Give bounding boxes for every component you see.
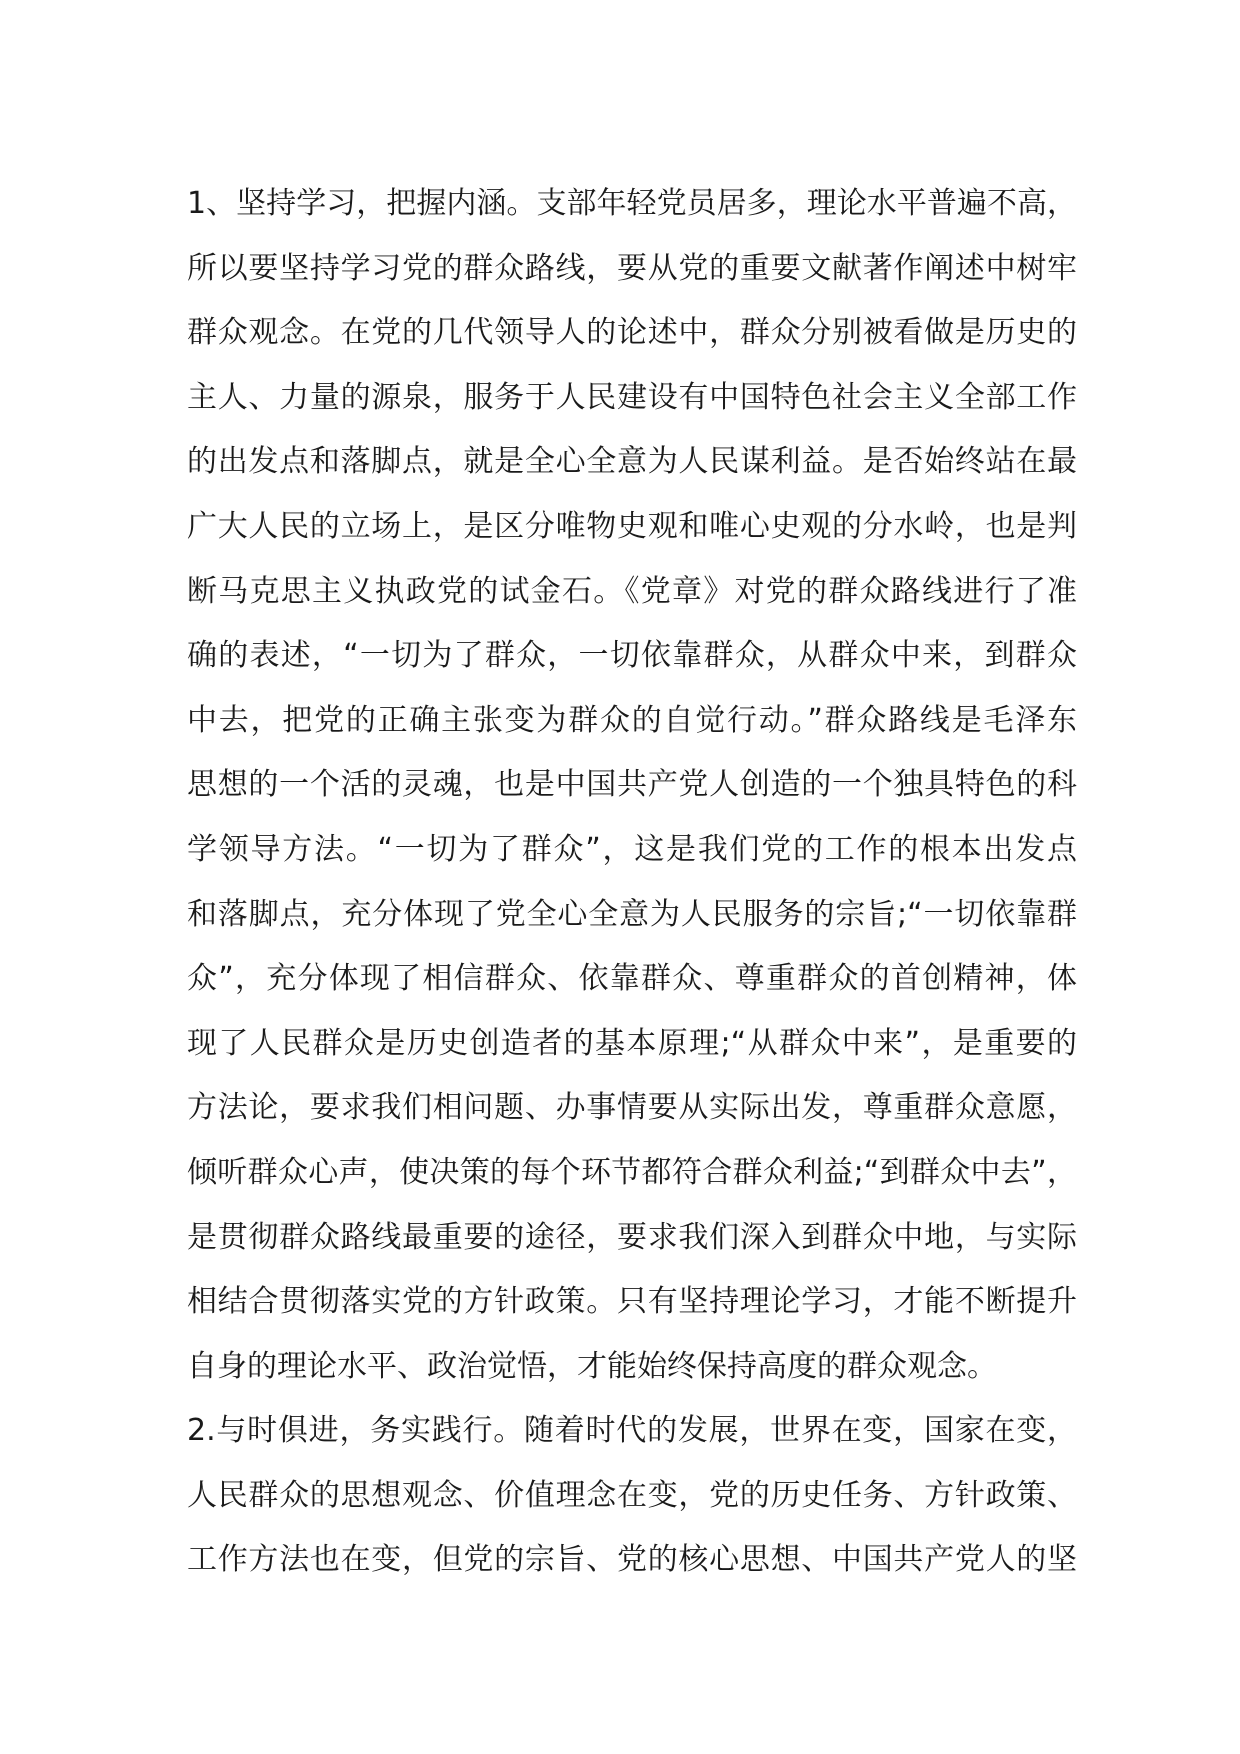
- text-line: 工作方法也在变，但党的宗旨、党的核心思想、中国共产党人的坚: [187, 1542, 1077, 1578]
- text-line: 2.与时俱进，务实践行。随着时代的发展，世界在变，国家在变，: [187, 1413, 1077, 1449]
- text-line: 学领导方法。“一切为了群众”，这是我们党的工作的根本出发点: [187, 831, 1077, 867]
- text-line: 所以要坚持学习党的群众路线，要从党的重要文献著作阐述中树牢: [187, 250, 1077, 286]
- text-line: 是贯彻群众路线最重要的途径，要求我们深入到群众中地，与实际: [187, 1219, 1077, 1255]
- text-line: 人民群众的思想观念、价值理念在变，党的历史任务、方针政策、: [187, 1477, 1077, 1513]
- text-line: 众”，充分体现了相信群众、依靠群众、尊重群众的首创精神，体: [187, 961, 1077, 997]
- text-line: 中去，把党的正确主张变为群众的自觉行动。”群众路线是毛泽东: [187, 702, 1077, 738]
- text-line: 主人、力量的源泉，服务于人民建设有中国特色社会主义全部工作: [187, 379, 1077, 415]
- text-line: 相结合贯彻落实党的方针政策。只有坚持理论学习，才能不断提升: [187, 1284, 1077, 1320]
- body-text: [187, 172, 1077, 1593]
- text-line: 的出发点和落脚点，就是全心全意为人民谋利益。是否始终站在最: [187, 444, 1077, 480]
- text-line: 倾听群众心声，使决策的每个环节都符合群众利益;“到群众中去”，: [187, 1154, 1077, 1190]
- text-line: 断马克思主义执政党的试金石。《党章》对党的群众路线进行了准: [187, 573, 1077, 609]
- text-line: 广大人民的立场上，是区分唯物史观和唯心史观的分水岭，也是判: [187, 508, 1077, 544]
- text-line: 确的表述，“一切为了群众，一切依靠群众，从群众中来，到群众: [187, 638, 1077, 674]
- text-line: 现了人民群众是历史创造者的基本原理;“从群众中来”，是重要的: [187, 1025, 1077, 1061]
- text-line: 方法论，要求我们相问题、办事情要从实际出发，尊重群众意愿，: [187, 1090, 1077, 1126]
- text-line: 思想的一个活的灵魂，也是中国共产党人创造的一个独具特色的科: [187, 767, 1077, 803]
- text-line: 和落脚点，充分体现了党全心全意为人民服务的宗旨;“一切依靠群: [187, 896, 1077, 932]
- text-line: 自身的理论水平、政治觉悟，才能始终保持高度的群众观念。: [187, 1348, 997, 1384]
- text-line: 群众观念。在党的几代领导人的论述中，群众分别被看做是历史的: [187, 315, 1077, 351]
- text-line: 1、坚持学习，把握内涵。支部年轻党员居多，理论水平普遍不高，: [187, 186, 1077, 221]
